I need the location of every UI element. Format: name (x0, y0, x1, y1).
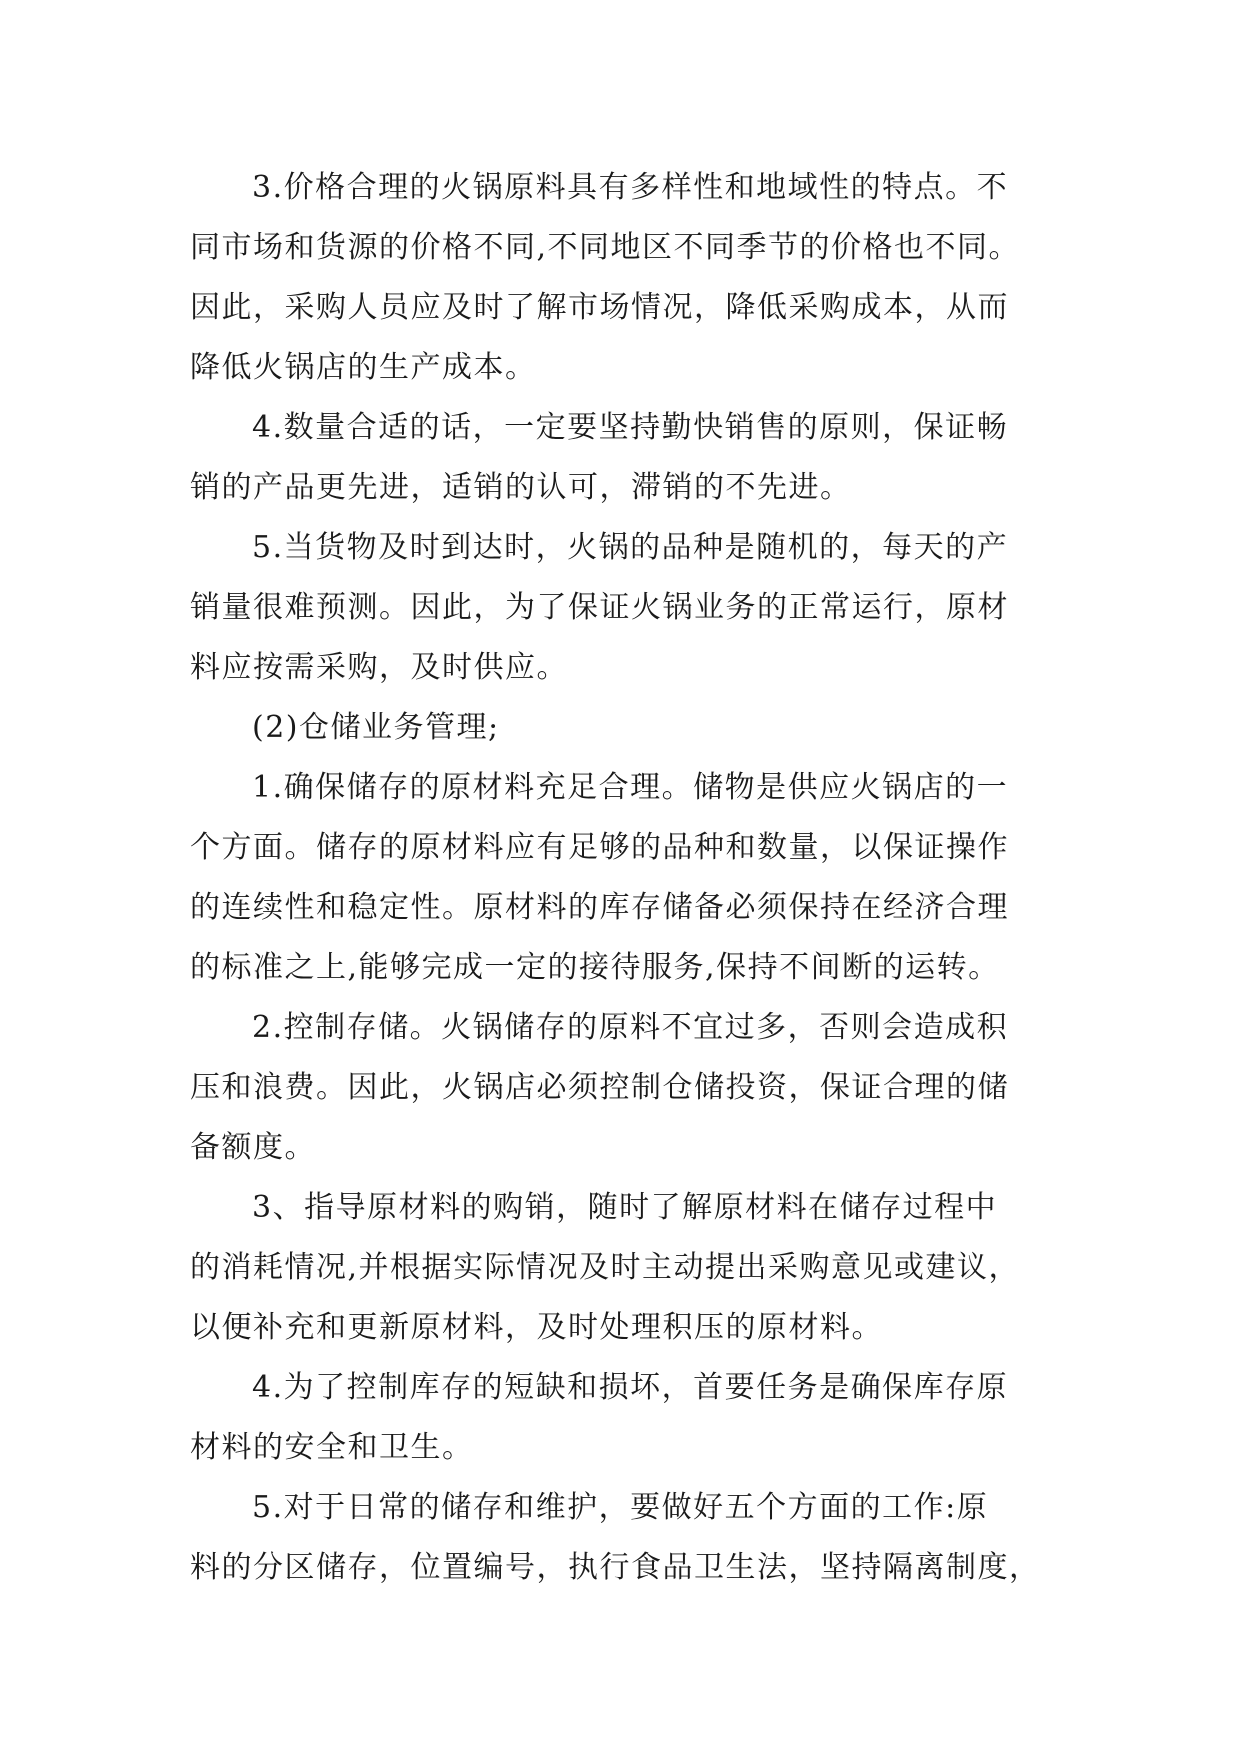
text-line: 3.价格合理的火锅原料具有多样性和地域性的特点。不 (252, 170, 1009, 205)
text-line: 3、指导原材料的购销，随时了解原材料在储存过程中 (252, 1190, 998, 1225)
text-line: 备额度。 (190, 1130, 316, 1165)
section-heading: (2)仓储业务管理; (252, 710, 500, 745)
text-line: 料应按需采购，及时供应。 (190, 650, 568, 685)
text-line: 以便补充和更新原材料，及时处理积压的原材料。 (190, 1310, 883, 1345)
text-line: 压和浪费。因此，火锅店必须控制仓储投资，保证合理的储 (190, 1070, 1009, 1105)
text-line: 的标准之上,能够完成一定的接待服务,保持不间断的运转。 (190, 950, 1000, 985)
text-line: 2.控制存储。火锅储存的原料不宜过多，否则会造成积 (252, 1010, 1009, 1045)
text-line: 的消耗情况,并根据实际情况及时主动提出采购意见或建议， (190, 1250, 1021, 1285)
text-line: 5.对于日常的储存和维护，要做好五个方面的工作:原 (252, 1490, 989, 1525)
text-line: 料的分区储存，位置编号，执行食品卫生法，坚持隔离制度， (190, 1550, 1041, 1585)
text-line: 个方面。储存的原材料应有足够的品种和数量，以保证操作 (190, 830, 1009, 865)
text-line: 降低火锅店的生产成本。 (190, 350, 537, 385)
document-body (190, 158, 1090, 1598)
text-line: 同市场和货源的价格不同,不同地区不同季节的价格也不同。 (190, 230, 1021, 265)
text-line: 4.数量合适的话，一定要坚持勤快销售的原则，保证畅 (252, 410, 1009, 445)
text-line: 销量很难预测。因此，为了保证火锅业务的正常运行，原材 (190, 590, 1009, 625)
text-line: 4.为了控制库存的短缺和损坏，首要任务是确保库存原 (252, 1370, 1009, 1405)
text-line: 销的产品更先进，适销的认可，滞销的不先进。 (190, 470, 852, 505)
text-line: 因此，采购人员应及时了解市场情况，降低采购成本，从而 (190, 290, 1009, 325)
text-line: 5.当货物及时到达时，火锅的品种是随机的，每天的产 (252, 530, 1009, 565)
text-line: 的连续性和稳定性。原材料的库存储备必须保持在经济合理 (190, 890, 1009, 925)
text-line: 材料的安全和卫生。 (190, 1430, 474, 1465)
text-line: 1.确保储存的原材料充足合理。储物是供应火锅店的一 (252, 770, 1009, 805)
